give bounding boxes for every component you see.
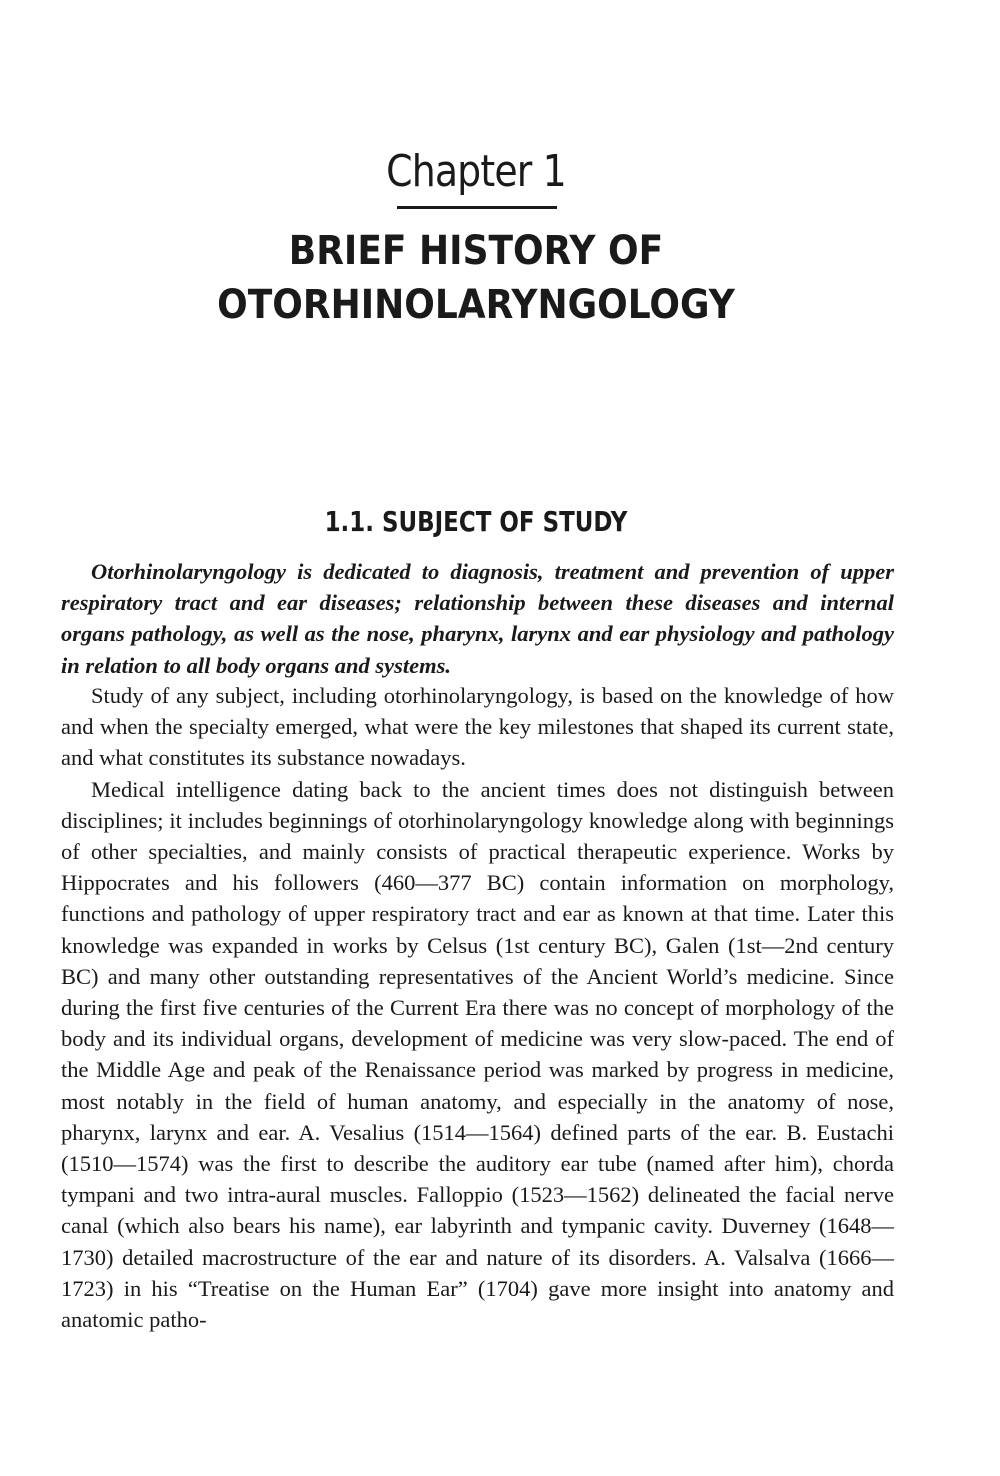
chapter-title-line-1: BRIEF HISTORY OF bbox=[288, 228, 664, 274]
body-paragraph-2: Medical intelligence dating back to the ancient times does not distinguish between disciplines; it includes beginnings of otorhinolaryngology knowledge along with beginnings of other specialties, and mainly consists of practical therapeutic experience. Works by Hippocrates and his followers (460—377 BC) contain information on morphology, functions and pathology of upper respiratory tract and ear as known at that time. Later this knowledge was expanded in works by Celsus (1st century BC), Galen (1st—2nd century BC) and many other outstanding representatives of the Ancient World’s medicine. Since during the first five centuries of the Current Era there was no concept of morphology of the body and its individual organs, development of medicine was very slow-paced. The end of the Middle Age and peak of the Renaissance period was marked by progress in medicine, most notably in the field of human anatomy, and especially in the anatomy of nose, pharynx, larynx and ear. A. Vesalius (1514—1564) defined parts of the ear. B. Eustachi (1510—1574) was the first to describe the auditory ear tube (named after him), chorda tympani and two intra-aural muscles. Falloppio (1523—1562) delineated the facial nerve canal (which also bears his name), ear labyrinth and tympanic cavity. Duverney (1648—1730) detailed macrostructure of the ear and nature of its disorders. A. Valsalva (1666—1723) in his “Treatise on the Human Ear” (1704) gave more insight into anatomy and anatomic patho- bbox=[61, 776, 894, 1333]
chapter-label: Chapter 1 bbox=[386, 146, 566, 197]
body-text bbox=[61, 680, 894, 1335]
section-heading: 1.1. SUBJECT OF STUDY bbox=[324, 505, 628, 538]
intro-block bbox=[61, 556, 894, 681]
intro-paragraph: Otorhinolaryngology is dedicated to diagnosis, treatment and prevention of upper respiratory tract and ear diseases; relationship between these diseases and internal organs pathology, as well as the nose, pharynx, larynx and ear physiology and pathology in relation to all body organs and systems. bbox=[61, 559, 894, 678]
body-paragraph-1: Study of any subject, including otorhinolaryngology, is based on the knowledge of how and when the specialty emerged, what were the key milestones that shaped its current state, and what constitutes its substance nowadays. bbox=[61, 683, 894, 771]
chapter-underline bbox=[397, 206, 557, 209]
chapter-title bbox=[48, 224, 905, 332]
chapter-title-line-2: OTORHINOLARYNGOLOGY bbox=[217, 282, 735, 328]
